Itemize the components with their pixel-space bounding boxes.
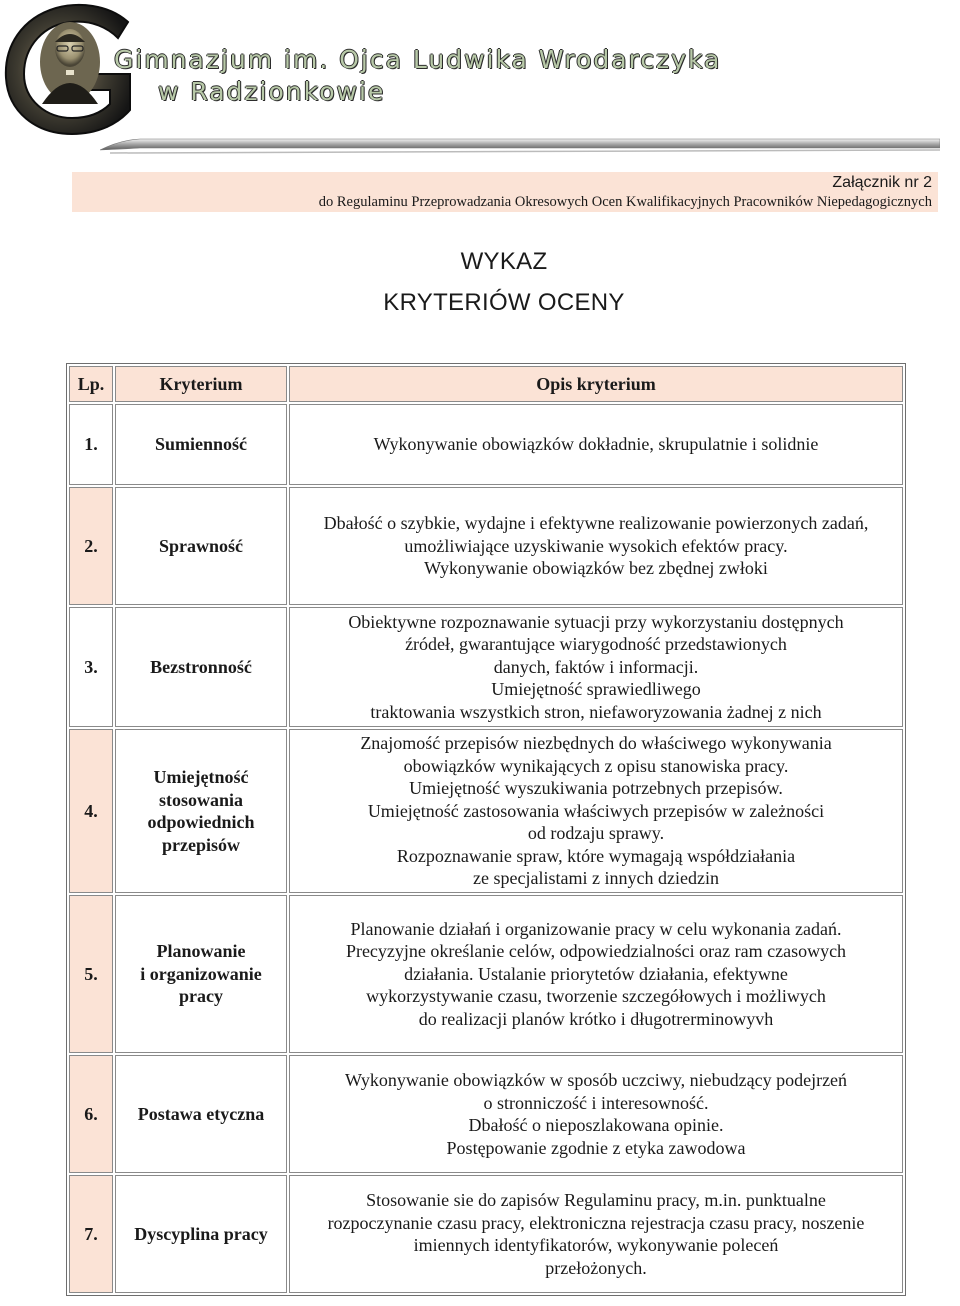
description-line: Postępowanie zgodnie z etyka zawodowa — [446, 1137, 746, 1158]
description-line: Dbałość o nieposzlakowana opinie. — [468, 1115, 724, 1135]
criterion-name-line: Sprawność — [158, 535, 243, 556]
header-lp: Lp. — [69, 366, 113, 402]
page-subtitle: KRYTERIÓW OCENY — [383, 289, 625, 316]
criterion-description — [289, 1175, 903, 1293]
criterion-name-line: Bezstronność — [150, 656, 252, 677]
criterion-name — [115, 895, 287, 1053]
description-line: Umiejętność zastosowania właściwych przepisów w zależności — [367, 800, 825, 821]
description-line: Obiektywne rozpoznawanie sytuacji przy wykorzystaniu dostępnych — [348, 611, 844, 632]
description-line: Znajomość przepisów niezbędnych do właściwego wykonywania — [360, 733, 832, 754]
description-line: Precyzyjne określanie celów, odpowiedzialności oraz ram czasowych — [345, 941, 847, 962]
description-line: obowiązków wynikających z opisu stanowiska pracy. — [403, 755, 789, 776]
page-title: WYKAZ — [460, 248, 548, 275]
criterion-name-line: Planowanie — [156, 941, 246, 962]
description-line: o stronniczość i interesowność. — [483, 1092, 709, 1113]
criterion-description — [289, 404, 903, 485]
description-line: imiennych identyfikatorów, wykonywanie poleceń — [413, 1235, 779, 1255]
row-number: 5. — [69, 895, 113, 1053]
school-name-line2: w Radzionkowie — [158, 77, 386, 106]
table-header-row — [69, 366, 903, 402]
criterion-description — [289, 895, 903, 1053]
attachment-note — [72, 172, 938, 212]
description-line: wykorzystywanie czasu, tworzenie szczegółowych i możliwych — [366, 986, 826, 1007]
criterion-name-line: Postawa etyczna — [137, 1103, 265, 1124]
table-row — [69, 1175, 903, 1293]
criterion-description — [289, 1055, 903, 1173]
description-line: przełożonych. — [545, 1257, 647, 1278]
criterion-name-line: stosowania — [158, 789, 243, 810]
header-kryterium: Kryterium — [115, 366, 287, 402]
criterion-name — [115, 729, 287, 893]
row-number: 3. — [69, 607, 113, 727]
table-row — [69, 729, 903, 893]
description-line: źródeł, gwarantujące wiarygodność przedstawionych — [405, 634, 787, 655]
table-row — [69, 1055, 903, 1173]
description-line: Umiejętność sprawiedliwego — [491, 679, 701, 700]
table-row — [69, 404, 903, 485]
description-line: rozpoczynanie czasu pracy, elektroniczna rejestracja czasu pracy, noszenie — [327, 1212, 865, 1233]
description-line: Stosowanie sie do zapisów Regulaminu pracy, m.in. punktualne — [366, 1190, 826, 1210]
school-name-line1: Gimnazjum im. Ojca Ludwika Wrodarczyka — [114, 45, 722, 74]
header-opis: Opis kryterium — [289, 366, 903, 402]
header-rule-decoration — [100, 136, 940, 156]
description-line: Umiejętność wyszukiwania potrzebnych przepisów. — [409, 778, 783, 799]
criterion-name — [115, 404, 287, 485]
criterion-name-line: odpowiednich — [147, 812, 255, 832]
criterion-name-line: przepisów — [162, 834, 240, 855]
criterion-name — [115, 607, 287, 727]
row-number: 6. — [69, 1055, 113, 1173]
criterion-description — [289, 487, 903, 605]
attachment-number: Załącznik nr 2 — [832, 174, 932, 191]
table-row — [69, 895, 903, 1053]
description-line: danych, faktów i informacji. — [493, 656, 699, 677]
page-header — [0, 0, 960, 160]
description-line: Rozpoznawanie spraw, które wymagają współdziałania — [396, 845, 796, 866]
description-line: od rodzaju sprawy. — [527, 823, 665, 844]
description-line: Wykonywanie obowiązków w sposób uczciwy, niebudzący podejrzeń — [344, 1070, 848, 1090]
criterion-name-line: pracy — [179, 986, 223, 1007]
criterion-name-line: Umiejętność — [153, 767, 249, 787]
row-number: 4. — [69, 729, 113, 893]
criterion-name-line: Dyscyplina pracy — [134, 1223, 268, 1244]
criterion-name-line: Sumienność — [154, 434, 248, 455]
attachment-description: do Regulaminu Przeprowadzania Okresowych Ocen Kwalifikacyjnych Pracowników Niepedagogicznych — [318, 194, 932, 210]
criterion-name — [115, 1175, 287, 1293]
criteria-table — [66, 363, 906, 1296]
description-line: działania. Ustalanie priorytetów działania, efektywne — [404, 963, 788, 984]
description-line: Dbałość o szybkie, wydajne i efektywne realizowanie powierzonych zadań, — [323, 513, 869, 534]
description-line: Wykonywanie obowiązków dokładnie, skrupulatnie i solidnie — [373, 434, 819, 455]
description-line: traktowania wszystkich stron, niefaworyzowania żadnej z nich — [370, 701, 822, 722]
criterion-description — [289, 729, 903, 893]
criterion-name — [115, 487, 287, 605]
row-number: 1. — [69, 404, 113, 485]
criterion-name-line: i organizowanie — [140, 963, 262, 984]
description-line: do realizacji planów krótko i długotrerminowyvh — [418, 1008, 774, 1029]
school-name — [114, 44, 721, 108]
row-number: 7. — [69, 1175, 113, 1293]
description-line: Wykonywanie obowiązków bez zbędnej zwłoki — [424, 558, 768, 579]
description-line: Planowanie działań i organizowanie pracy w celu wykonania zadań. — [350, 918, 842, 939]
table-row — [69, 607, 903, 727]
criterion-description — [289, 607, 903, 727]
description-line: ze specjalistami z innych dziedzin — [473, 868, 719, 889]
description-line: umożliwiające uzyskiwanie wysokich efektów pracy. — [404, 535, 788, 556]
criterion-name — [115, 1055, 287, 1173]
table-row — [69, 487, 903, 605]
row-number: 2. — [69, 487, 113, 605]
